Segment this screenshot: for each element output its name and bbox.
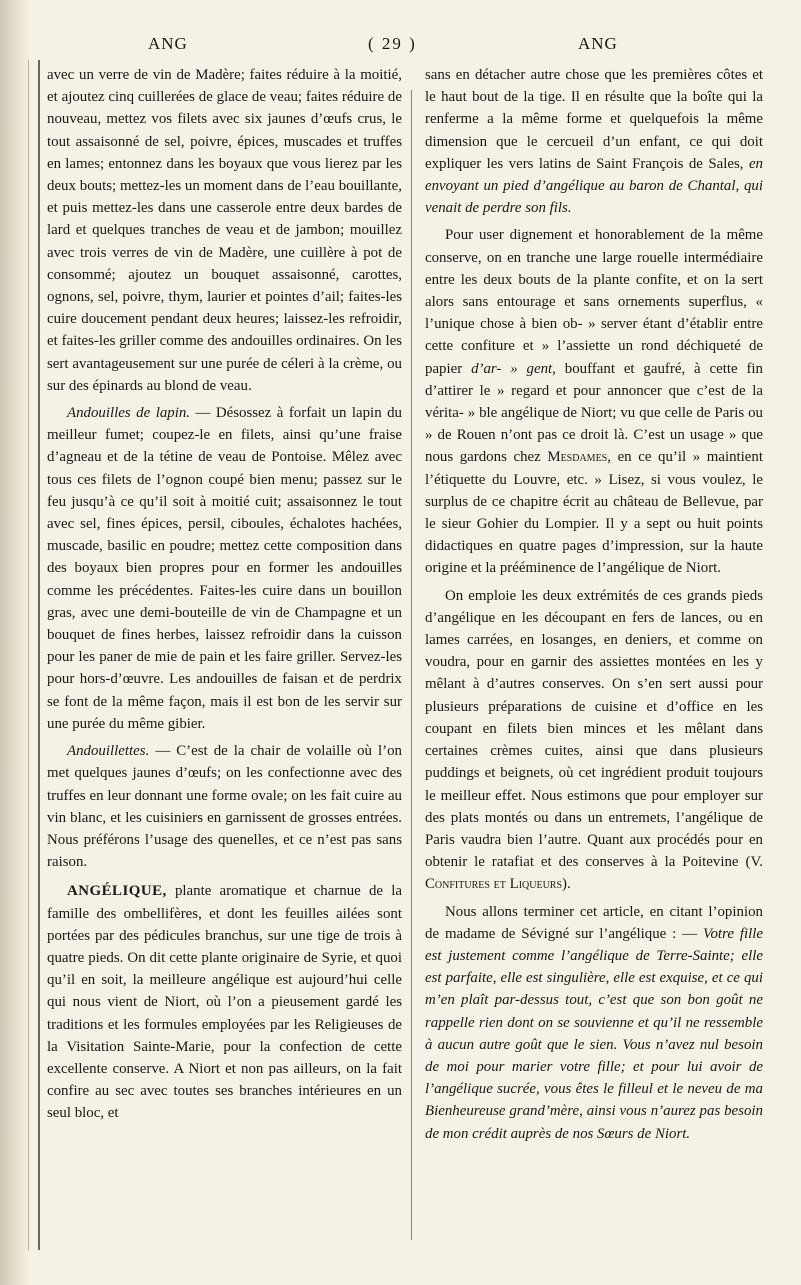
text-run: , en ce qu’il » maintient l’étiquette du Louvre, etc. » Lisez, si vous voulez, le surplus de ce chapitre écrit au château de Bellevue, par le sieur Gohier du Lompier. Il y a sept ou huit points didactiques en quatre pages d’impression, sur la haute origine et la prééminence de l’angélique de Niort. — [425, 449, 764, 577]
binding-margin-line — [38, 60, 40, 1250]
binding-gutter-shadow — [0, 0, 30, 1285]
text-run: On emploie les deux extrémités de ces grands pieds d’angélique en les découpant en fers de lances, ou en lames carrées, en losanges, en deniers, et comme on voudra, pour en garnir des assiettes montées en les y mêlant à d’autres conserves. On s’en sert aussi pour plusieurs préparations de cuisine et d’office en les coupant en filets bien minces et les mêlant dans certaines crèmes cuites, ainsi que dans plusieurs puddings et beignets, où cet ingrédient produit toujours le meilleur effet. Nous estimons que pour employer sur des plats montés ou dans un entremets, l’angélique de Paris vaudra bien l’autre. Quant aux procédés pour en obtenir le ratafiat et des conserves à la Poitevine — [425, 587, 763, 871]
paragraph-usage — [425, 224, 763, 579]
paragraph-continued-right — [425, 64, 763, 219]
left-column — [47, 64, 402, 1125]
text-run: Pour user dignement et honorablement de la même conserve, on en tranche une large rouelle intermédiaire entre les deux bouts de la plante confite, et on la sert alors sans entourage et sans ornements superflus, « l’unique chose à bien ob- » server étant d’établir entre cette confiture et » l’assiette un rond déchiqueté de papier — [425, 227, 763, 377]
binding-edge-line — [28, 60, 29, 1250]
header-right-word: ANG — [578, 34, 618, 53]
sevigne-quote: Votre fille est justement comme l’angélique de Terre-Sainte; elle est parfaite, elle est singulière, elle est exquise, et ce qui m’en plaît par-dessus tout, c’est que son bon goût ne rappelle rien dont on se souvienne et qu’il ne ressemble à aucun autre goût que le sien. Vous n’avez nul besoin de moi pour marier votre fille; et pour lui avoir de l’angélique sucrée, vous êtes le filleul et le neveu de ma Bienheureuse grand’mère, ainsi vous n’aurez pas besoin de mon crédit auprès de nos Sœurs de Niort. — [425, 925, 763, 1142]
entry-title-andouillettes: Andouillettes. — [67, 743, 150, 760]
paragraph-andouilles-de-lapin — [47, 402, 402, 735]
entry-body-andouilles-de-lapin: — Désossez à forfait un lapin du meilleur fumet; coupez-le en filets, ainsi qu’une fraise d’agneau et de la tétine de veau de Pontoise. Mêlez avec tous ces filets de l’ognon coupé bien menu; passez sur le feu jusqu’à ce qu’il soit à moitié cuit; assaisonnez le tout avec sel, fines épices, persil, ciboules, échalotes hachées, muscade, basilic en poudre; mettez cette composition dans des boyaux bien propres pour en former les andouilles comme les précédentes. Faites-les cuire dans un bouillon gras, avec une demi-bouteille de vin de Champagne et un bouquet de fines herbes, laissez refroidir dans la cuisson pour les paner de mie de pain et les faire griller. Servez-les pour hors-d’œuvre. Les andouilles de faisan et de perdrix se font de la même façon, mais il est bon de les servir sur une purée du même gibier. — [47, 405, 402, 732]
paragraph-angelique — [47, 880, 402, 1124]
entry-body-andouillettes: — C’est de la chair de volaille où l’on met quelques jaunes d’œufs; on les confectionne avec des truffes en leur donnant une forme ovale; on les fait cuire au vin blanc, et les cuisiniers en garnissent de grosses entrées. Nous préférons l’usage des quenelles, et ce n’est pas sans raison. — [47, 743, 402, 871]
paragraph-continued: avec un verre de vin de Madère; faites réduire à la moitié, et ajoutez cinq cuillerées de glace de veau; faites réduire de nouveau, mettez vos filets avec six jaunes d’œufs crus, le tout assaisonné de sel, poivre, épices, muscades et truffes en lames; entonnez dans les boyaux que vous lierez par les deux bouts; mettez-les un moment dans de l’eau bouillante, et puis mettez-les dans une casserole entre deux bardes de lard et quelques tranches de veau et de jambon; mouillez avec trois verres de vin de Madère, une cuillère à pot de consommé; ajoutez un bouquet assaisonné, carottes, ognons, sel, poivre, thym, laurier et pointes d’ail; faites-les cuire doucement pendant deux heures; laissez-les refroidir, et faites-les griller comme des andouilles ordinaires. On les sert avantageusement sur une purée de céleri à la crème, ou sur des épinards au blond de veau. — [47, 67, 402, 394]
text-run: bouffant et gaufré, à cette fin d’attirer le » regard et pour annoncer que c’est de la vérita- » ble angélique de Niort; vu que celle de Paris ou » de Rouen n’ont pas ce droit là. C’est un usage » que nous gardons chez — [425, 360, 764, 466]
entry-heading-angelique: ANGÉLIQUE, — [67, 883, 167, 900]
entry-body-angelique: plante aromatique et charnue de la famille des ombellifères, et dont les feuilles ailées sont portées par des pédicules branchus, sur une tige de trois à quatre pieds. On dit cette plante originaire de Syrie, et quoi qu’il en soit, la meilleure angélique est aujourd’hui celle qui nous vient de Niort, où l’on a pieusement gardé les traditions et les formules employées par les Religieuses de la Visitation Sainte-Marie, pour la confection de cette excellente conserve. A Niort et non pas ailleurs, on la fait confire au sec avec toutes ses branches intérieures en un seul bloc, et — [47, 883, 402, 1122]
header-left-word: ANG — [148, 34, 188, 53]
paragraph-andouillettes — [47, 740, 402, 873]
italic-run: en envoyant un pied d’angélique au baron de Chantal, qui venait de perdre son fils. — [425, 155, 763, 217]
cross-reference: (V. Confitures et Liqueurs). — [425, 854, 763, 893]
text-run: sans en détacher autre chose que les premières côtes et le haut bout de la tige. Il en résulte que la boîte qui la renferme a la même forme et quelquefois la même dimension que le cercueil d’un enfant, ce qui doit expliquer les vers latins de Saint François de Sales, — [425, 67, 763, 172]
column-divider — [411, 90, 412, 1240]
text-run: Nous allons terminer cet article, en citant l’opinion de madame de Sévigné sur l’angélique : — — [425, 903, 763, 942]
right-column — [425, 64, 763, 1145]
running-header — [50, 34, 762, 58]
paragraph-emploi — [425, 585, 763, 896]
entry-title-andouilles-de-lapin: Andouilles de lapin. — [67, 405, 191, 422]
page-number: ( 29 ) — [368, 34, 417, 53]
paragraph-sevigne — [425, 901, 763, 1145]
small-caps-run: Mesdames — [547, 449, 608, 466]
italic-run: d’ar- » gent, — [471, 360, 556, 377]
